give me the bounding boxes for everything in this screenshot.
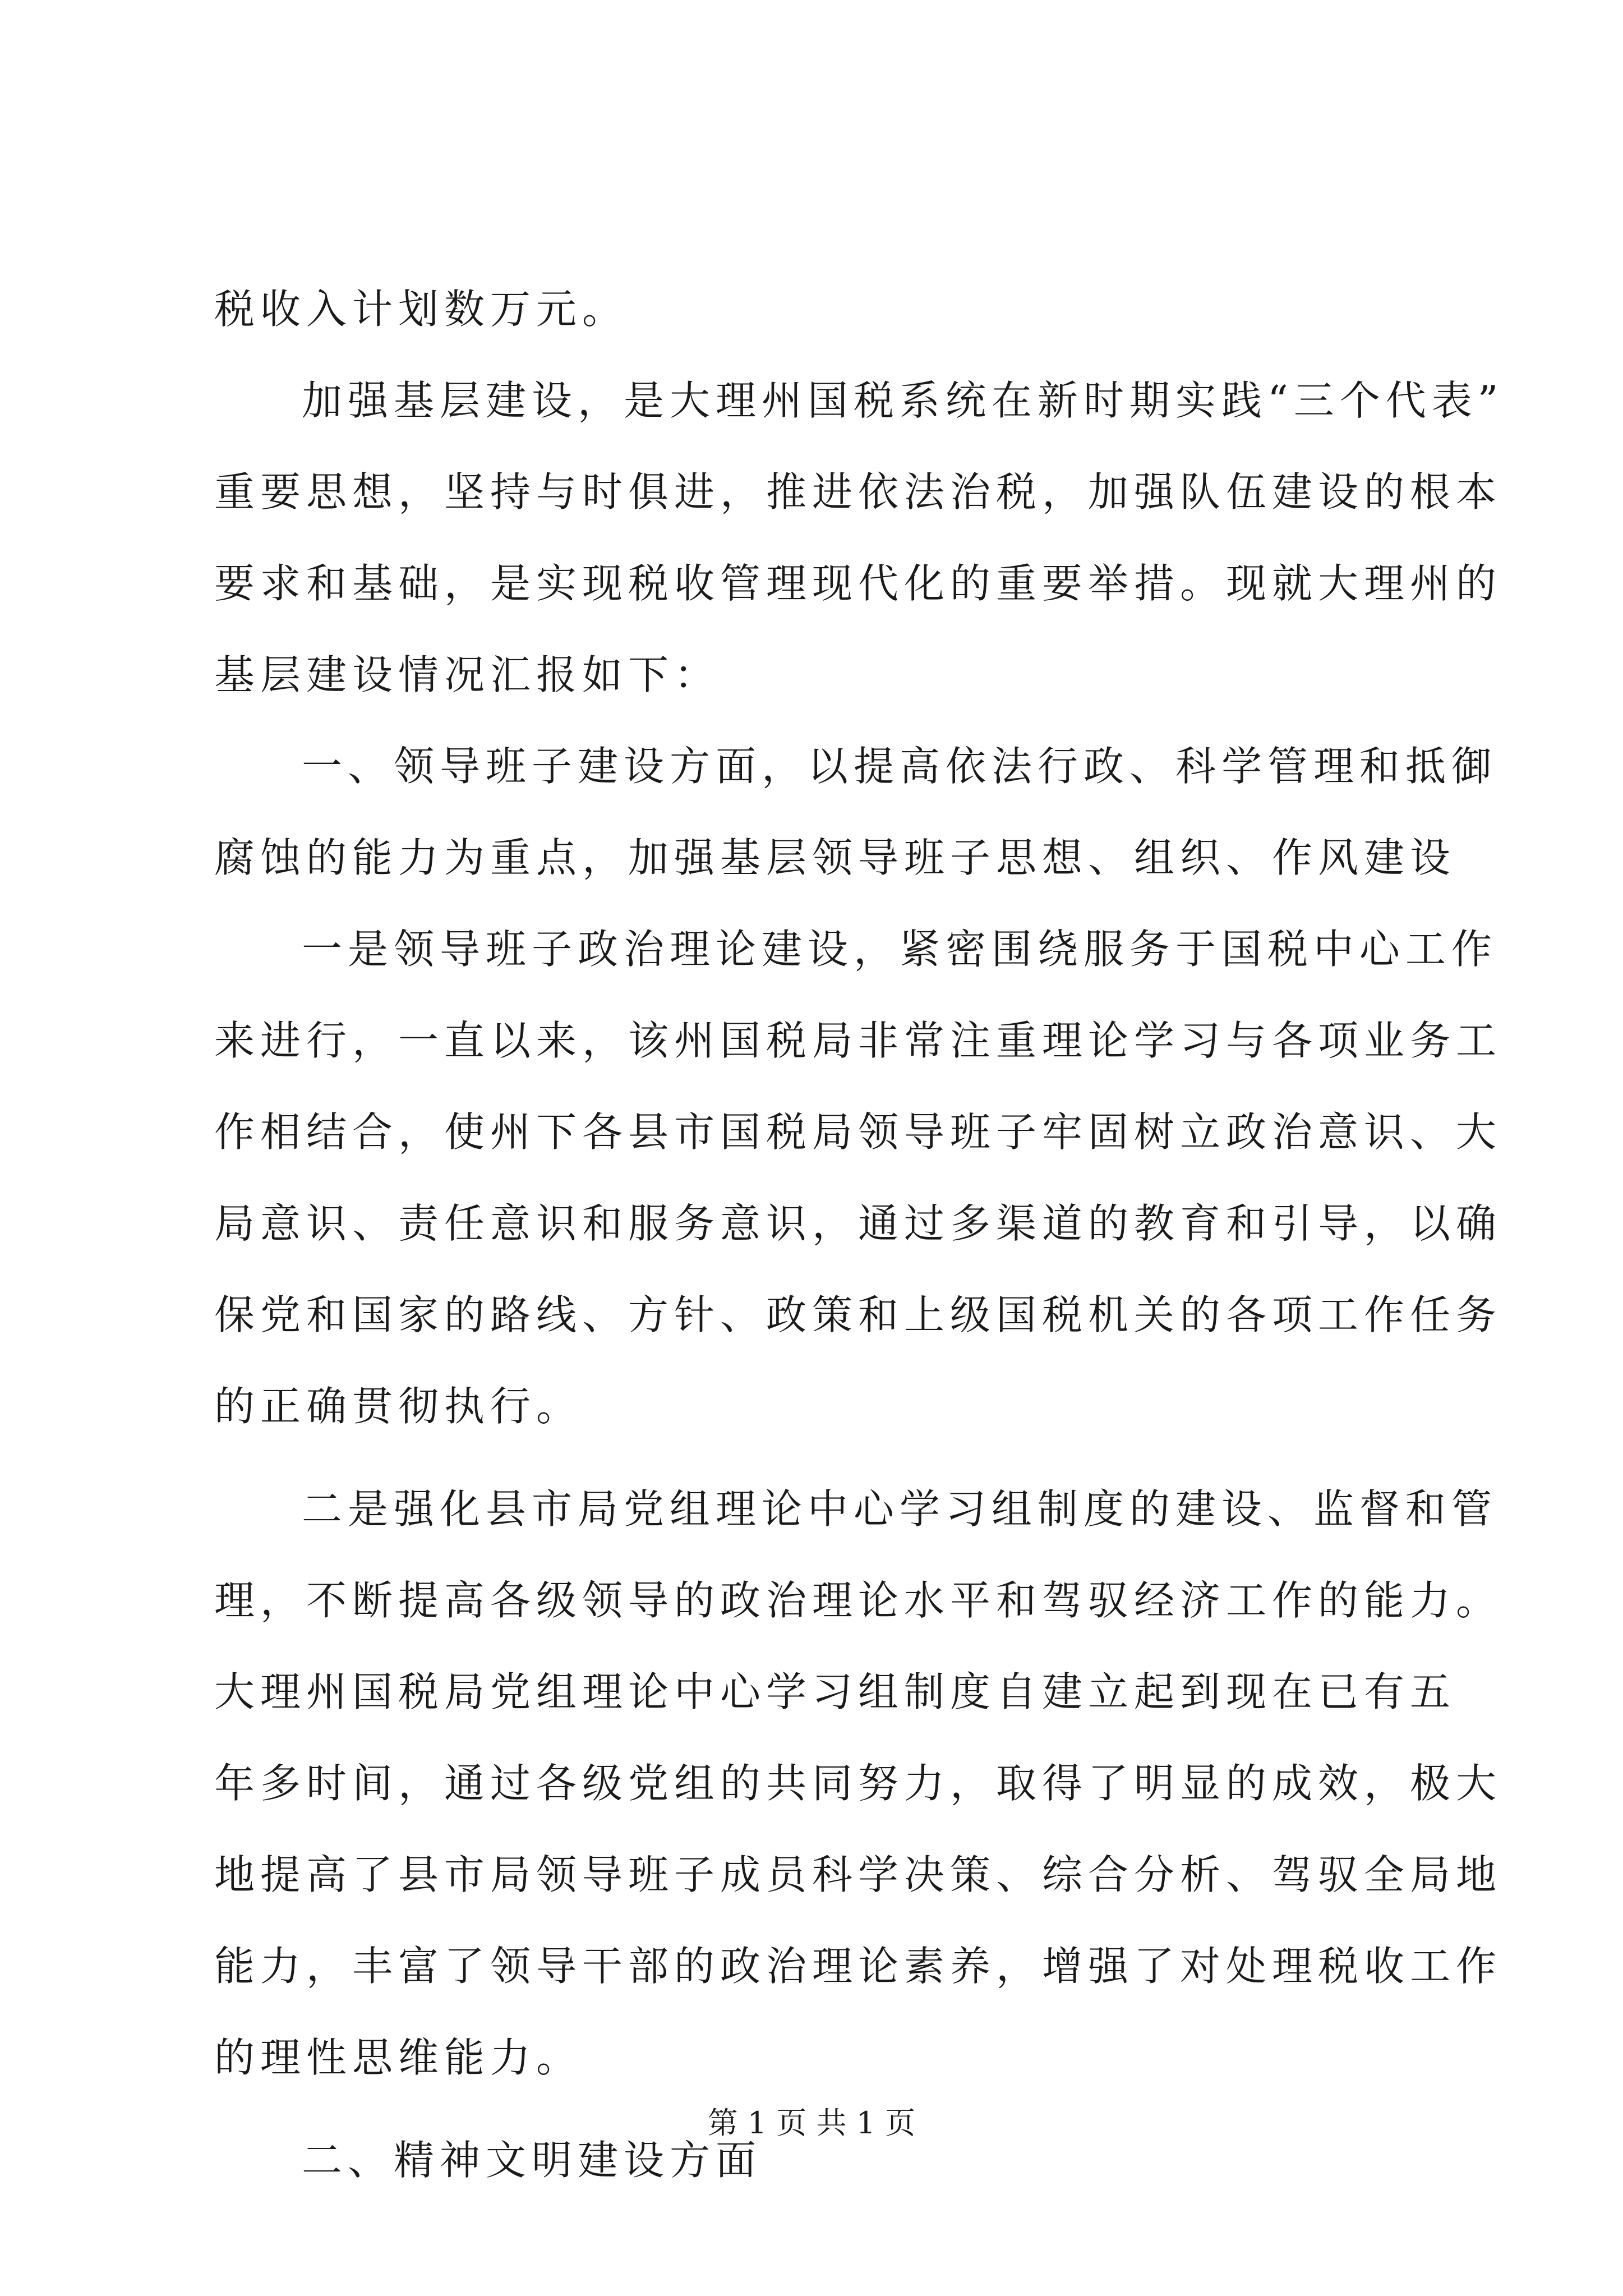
text-line: 能力，丰富了领导干部的政治理论素养，增强了对处理税收工作 [214, 1943, 1502, 1990]
page-footer: 第 1 页 共 1 页 [707, 2105, 916, 2141]
paragraph-start-line: 一是领导班子政治理论建设，紧密围绕服务于国税中心工作 [302, 926, 1498, 973]
text-line: 的理性思维能力。 [214, 2034, 583, 2081]
text-line: 理，不断提高各级领导的政治理论水平和驾驭经济工作的能力。 [214, 1577, 1502, 1624]
text-line: 作相结合，使州下各县市国税局领导班子牢固树立政治意识、大 [214, 1108, 1502, 1156]
text-line: 来进行，一直以来，该州国税局非常注重理论学习与各项业务工 [214, 1017, 1502, 1064]
text-line: 重要思想，坚持与时俱进，推进依法治税，加强队伍建设的根本 [214, 468, 1502, 516]
paragraph-gap [214, 1452, 1420, 1464]
text-line: 税收入计划数万元。 [214, 286, 629, 333]
text-line: 保党和国家的路线、方针、政策和上级国税机关的各项工作任务 [214, 1291, 1502, 1338]
text-line: 局意识、责任意识和服务意识，通过多渠道的教育和引导，以确 [214, 1200, 1502, 1247]
text-line: 年多时间，通过各级党组的共同努力，取得了明显的成效，极大 [214, 1760, 1502, 1807]
text-line: 要求和基础，是实现税收管理现代化的重要举措。现就大理州的 [214, 560, 1502, 607]
section-heading-line: 一、领导班子建设方面，以提高依法行政、科学管理和抵御 [302, 743, 1498, 790]
paragraph-start-line: 二是强化县市局党组理论中心学习组制度的建设、监督和管 [302, 1485, 1498, 1533]
paragraph-start-line: 加强基层建设，是大理州国税系统在新时期实践“三个代表” [302, 377, 1504, 424]
section-heading-line: 二、精神文明建设方面 [302, 2137, 762, 2184]
text-line: 腐蚀的能力为重点，加强基层领导班子思想、组织、作风建设 [214, 834, 1456, 881]
text-line: 的正确贯彻执行。 [214, 1383, 583, 1430]
text-line: 大理州国税局党组理论中心学习组制度自建立起到现在已有五 [214, 1668, 1456, 1715]
text-line: 地提高了县市局领导班子成员科学决策、综合分析、驾驭全局地 [214, 1851, 1502, 1898]
document-body [214, 264, 1504, 2206]
text-line: 基层建设情况汇报如下： [214, 651, 721, 698]
